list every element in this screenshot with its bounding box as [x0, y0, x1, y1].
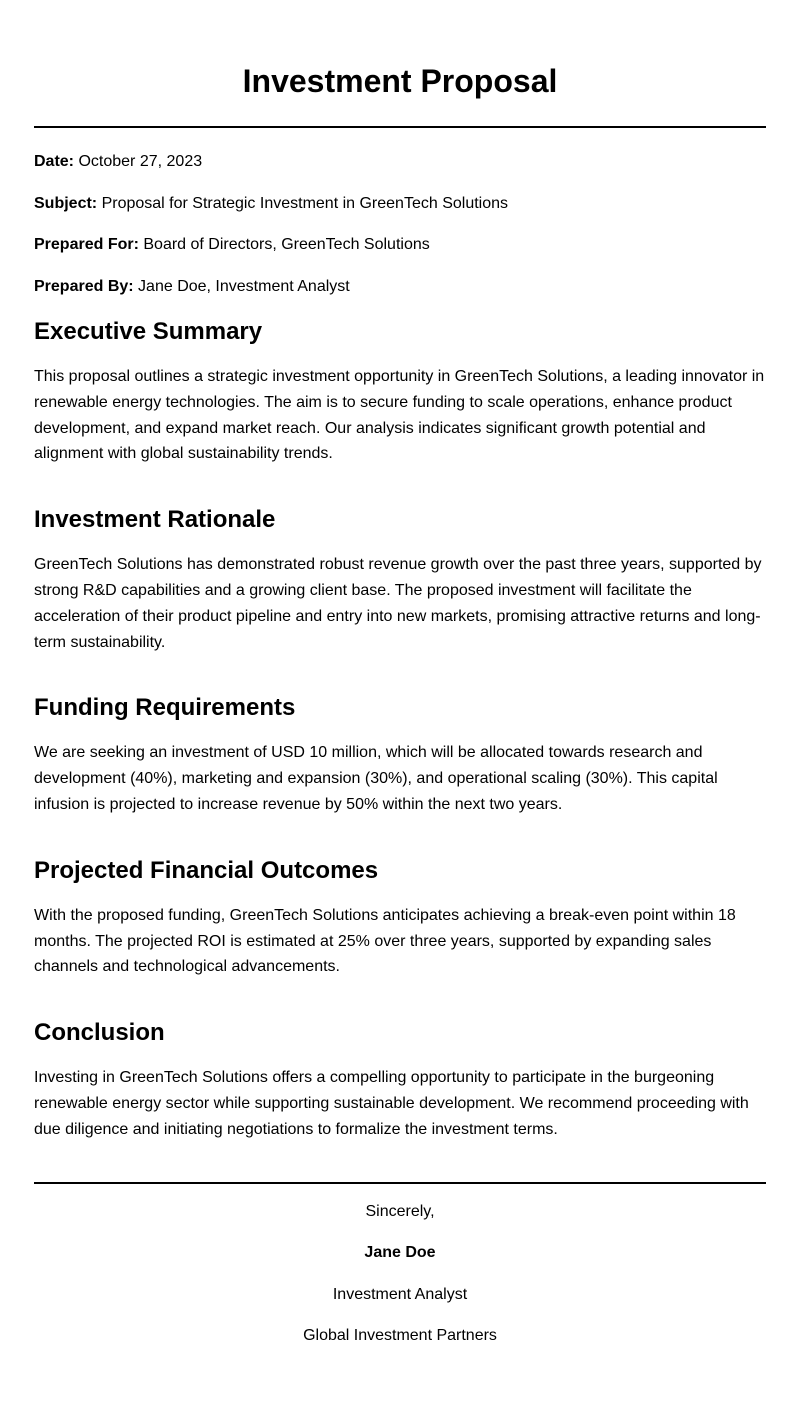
section-body: GreenTech Solutions has demonstrated robust revenue growth over the past three years, supported by strong R&D capabilities and a growing client base. The proposed investment will facilitate the acceleration of their product pipeline and entry into new markets, promising attractive returns and long-term sustainability.	[34, 556, 762, 651]
meta-prepared-for	[34, 235, 766, 255]
header-divider	[34, 126, 766, 128]
section-investment-rationale	[34, 506, 766, 655]
section-conclusion	[34, 1019, 766, 1142]
document-page	[34, 0, 766, 1346]
section-heading: Funding Requirements	[34, 694, 296, 722]
signature-block	[34, 1202, 766, 1347]
footer-divider	[34, 1182, 766, 1184]
section-heading: Executive Summary	[34, 318, 263, 345]
section-heading: Projected Financial Outcomes	[34, 856, 379, 884]
section-executive-summary	[34, 318, 766, 467]
meta-subject-value: Proposal for Strategic Investment in GreenTech Solutions	[101, 194, 509, 212]
section-heading: Conclusion	[34, 1019, 165, 1047]
document-title: Investment Proposal	[242, 63, 558, 99]
section-projected-financial-outcomes	[34, 857, 766, 980]
signoff-organization: Global Investment Partners	[303, 1327, 497, 1345]
section-funding-requirements	[34, 694, 766, 817]
meta-prepared-for-label: Prepared For:	[34, 236, 139, 253]
meta-date	[34, 152, 766, 172]
meta-date-label: Date:	[34, 153, 75, 170]
meta-prepared-by-value: Jane Doe, Investment Analyst	[138, 277, 350, 295]
meta-subject-label: Subject:	[34, 194, 98, 212]
document-sections	[34, 318, 766, 1143]
signoff-role: Investment Analyst	[332, 1285, 468, 1303]
section-body: This proposal outlines a strategic investment opportunity in GreenTech Solutions, a leading innovator in renewable energy technologies. The aim is to secure funding to scale operations, enhance product development, and expand market reach. Our analysis indicates significant growth potential and alignment with global sustainability trends.	[34, 368, 765, 463]
meta-prepared-for-value: Board of Directors, GreenTech Solutions	[143, 236, 430, 253]
meta-prepared-by-label: Prepared By:	[34, 277, 134, 295]
signoff-name: Jane Doe	[364, 1244, 436, 1262]
section-body: We are seeking an investment of USD 10 million, which will be allocated towards research and development (40%), marketing and expansion (30%), and operational scaling (30%). This capital infusion is projected to increase revenue by 50% within the next two years.	[34, 744, 718, 813]
document-meta	[34, 152, 766, 297]
signoff-closing: Sincerely,	[365, 1202, 435, 1220]
meta-subject	[34, 194, 766, 214]
section-body: With the proposed funding, GreenTech Solutions anticipates achieving a break-even point within 18 months. The projected ROI is estimated at 25% over three years, supported by expanding sales channels and technological advancements.	[34, 906, 736, 976]
section-body: Investing in GreenTech Solutions offers a compelling opportunity to participate in the burgeoning renewable energy sector while supporting sustainable development. We recommend proceeding with due diligence and initiating negotiations to formalize the investment terms.	[34, 1069, 749, 1138]
meta-prepared-by	[34, 277, 766, 297]
meta-date-value: October 27, 2023	[78, 153, 203, 170]
section-heading: Investment Rationale	[34, 506, 276, 534]
